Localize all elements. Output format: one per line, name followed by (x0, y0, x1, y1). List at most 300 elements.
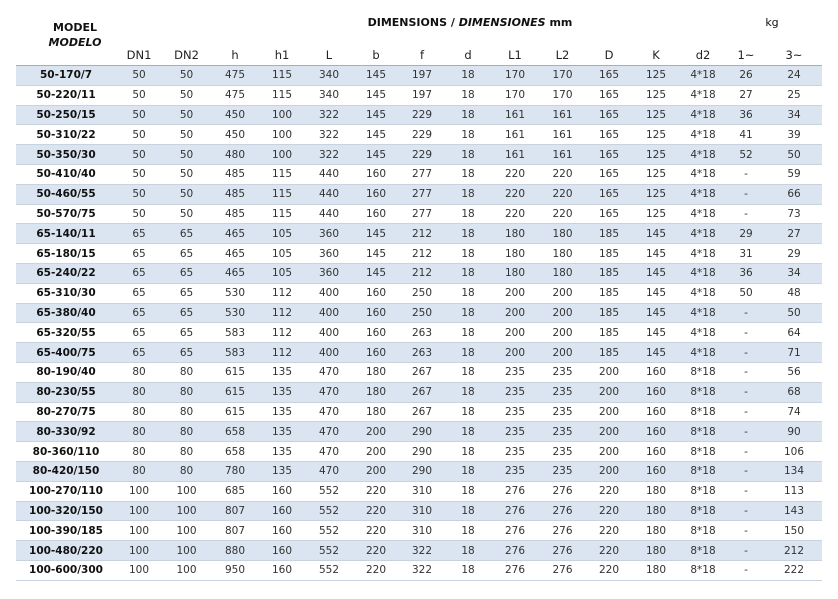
value-cell: 125 (632, 125, 680, 145)
value-cell: 160 (353, 343, 399, 363)
value-cell: 220 (353, 481, 399, 501)
value-cell: 18 (445, 105, 491, 125)
value-cell: 4*18 (680, 244, 726, 264)
table-row (16, 204, 822, 224)
value-cell: 200 (586, 422, 632, 442)
value-cell: 340 (305, 85, 353, 105)
value-cell: 465 (211, 224, 259, 244)
value-cell: 322 (399, 560, 445, 580)
value-cell: 229 (399, 125, 445, 145)
value-cell: 235 (491, 461, 539, 481)
table-row (16, 263, 822, 283)
value-cell: 161 (539, 145, 586, 165)
table-row (16, 362, 822, 382)
value-cell: 180 (632, 521, 680, 541)
value-cell: 66 (766, 184, 822, 204)
value-cell: 220 (539, 164, 586, 184)
value-cell: 73 (766, 204, 822, 224)
value-cell: 65 (116, 224, 162, 244)
value-cell: 160 (259, 560, 305, 580)
value-cell: 145 (632, 303, 680, 323)
value-cell: 200 (539, 343, 586, 363)
table-row (16, 244, 822, 264)
model-cell: 50-570/75 (16, 204, 116, 224)
value-cell: 18 (445, 164, 491, 184)
value-cell: 8*18 (680, 402, 726, 422)
value-cell: 50 (726, 283, 766, 303)
value-cell: 18 (445, 66, 491, 86)
value-cell: 165 (586, 85, 632, 105)
value-cell: 222 (766, 560, 822, 580)
value-cell: 113 (766, 481, 822, 501)
value-cell: 235 (491, 402, 539, 422)
value-cell: 250 (399, 303, 445, 323)
value-cell: 105 (259, 263, 305, 283)
column-header: h1 (274, 48, 290, 62)
value-cell: 65 (116, 303, 162, 323)
value-cell: 277 (399, 204, 445, 224)
value-cell: 145 (353, 105, 399, 125)
value-cell: 165 (586, 145, 632, 165)
value-cell: 4*18 (680, 224, 726, 244)
value-cell: 235 (491, 422, 539, 442)
model-column-header (16, 40, 116, 66)
model-cell: 65-140/11 (16, 224, 116, 244)
value-cell: 470 (305, 442, 353, 462)
value-cell: 100 (162, 560, 211, 580)
value-cell: 80 (162, 362, 211, 382)
value-cell: 80 (162, 382, 211, 402)
model-cell: 100-270/110 (16, 481, 116, 501)
model-cell: 80-270/75 (16, 402, 116, 422)
value-cell: - (726, 164, 766, 184)
value-cell: 50 (162, 164, 211, 184)
value-cell: 276 (539, 501, 586, 521)
value-cell: 80 (116, 442, 162, 462)
table-row (16, 442, 822, 462)
value-cell: 180 (539, 263, 586, 283)
value-cell: 4*18 (680, 105, 726, 125)
table-row (16, 145, 822, 165)
value-cell: 212 (766, 541, 822, 561)
value-cell: 267 (399, 382, 445, 402)
value-cell: 160 (353, 323, 399, 343)
value-cell: 8*18 (680, 442, 726, 462)
value-cell: 200 (586, 382, 632, 402)
value-cell: 4*18 (680, 323, 726, 343)
value-cell: 552 (305, 481, 353, 501)
weight-header: kg (765, 16, 779, 29)
model-cell: 100-480/220 (16, 541, 116, 561)
table-row (16, 402, 822, 422)
value-cell: 8*18 (680, 481, 726, 501)
column-header: K (652, 48, 660, 62)
value-cell: 90 (766, 422, 822, 442)
value-cell: 4*18 (680, 66, 726, 86)
value-cell: 80 (116, 402, 162, 422)
value-cell: 290 (399, 442, 445, 462)
value-cell: 485 (211, 184, 259, 204)
value-cell: 112 (259, 323, 305, 343)
value-cell: 125 (632, 105, 680, 125)
spec-table (16, 40, 822, 581)
value-cell: 18 (445, 362, 491, 382)
value-cell: 29 (766, 244, 822, 264)
value-cell: 185 (586, 283, 632, 303)
value-cell: 161 (491, 125, 539, 145)
value-cell: 145 (353, 263, 399, 283)
value-cell: 135 (259, 382, 305, 402)
value-cell: 145 (632, 263, 680, 283)
value-cell: 807 (211, 521, 259, 541)
value-cell: 145 (632, 283, 680, 303)
value-cell: 220 (353, 501, 399, 521)
table-row (16, 481, 822, 501)
value-cell: 18 (445, 184, 491, 204)
table-row (16, 461, 822, 481)
value-cell: 145 (353, 66, 399, 86)
value-cell: 8*18 (680, 560, 726, 580)
column-header: L (325, 48, 333, 62)
value-cell: 65 (162, 224, 211, 244)
column-header: 3~ (785, 48, 803, 62)
value-cell: 100 (162, 541, 211, 561)
value-cell: 18 (445, 283, 491, 303)
value-cell: 50 (116, 145, 162, 165)
value-cell: 80 (116, 461, 162, 481)
value-cell: 276 (539, 560, 586, 580)
value-cell: 4*18 (680, 263, 726, 283)
value-cell: 18 (445, 204, 491, 224)
value-cell: 200 (586, 402, 632, 422)
value-cell: 160 (259, 521, 305, 541)
value-cell: 360 (305, 263, 353, 283)
dimensions-label-es: DIMENSIONES (458, 16, 546, 29)
value-cell: 18 (445, 125, 491, 145)
value-cell: 8*18 (680, 362, 726, 382)
value-cell: 180 (353, 382, 399, 402)
value-cell: 277 (399, 184, 445, 204)
value-cell: 115 (259, 204, 305, 224)
value-cell: 200 (539, 323, 586, 343)
value-cell: 18 (445, 461, 491, 481)
value-cell: 115 (259, 164, 305, 184)
value-cell: 615 (211, 402, 259, 422)
table-row (16, 521, 822, 541)
value-cell: 18 (445, 382, 491, 402)
value-cell: 229 (399, 105, 445, 125)
model-cell: 50-310/22 (16, 125, 116, 145)
value-cell: 276 (491, 560, 539, 580)
table-row (16, 184, 822, 204)
value-cell: 65 (162, 343, 211, 363)
table-row (16, 323, 822, 343)
model-cell: 65-310/30 (16, 283, 116, 303)
value-cell: 161 (539, 125, 586, 145)
value-cell: 135 (259, 362, 305, 382)
value-cell: 310 (399, 501, 445, 521)
value-cell: 145 (353, 125, 399, 145)
table-row (16, 283, 822, 303)
value-cell: 212 (399, 263, 445, 283)
value-cell: 165 (586, 125, 632, 145)
value-cell: 160 (353, 303, 399, 323)
value-cell: 145 (353, 244, 399, 264)
value-cell: 100 (116, 501, 162, 521)
value-cell: 658 (211, 422, 259, 442)
value-cell: 50 (162, 125, 211, 145)
value-cell: 50 (116, 125, 162, 145)
value-cell: 18 (445, 560, 491, 580)
value-cell: - (726, 184, 766, 204)
value-cell: 80 (162, 402, 211, 422)
value-cell: 160 (632, 382, 680, 402)
value-cell: 480 (211, 145, 259, 165)
value-cell: 64 (766, 323, 822, 343)
table-row (16, 382, 822, 402)
value-cell: 185 (586, 303, 632, 323)
value-cell: 276 (491, 481, 539, 501)
value-cell: 170 (491, 66, 539, 86)
value-cell: 200 (353, 461, 399, 481)
value-cell: 34 (766, 105, 822, 125)
value-cell: 18 (445, 442, 491, 462)
value-cell: 220 (491, 164, 539, 184)
value-cell: 200 (491, 303, 539, 323)
value-cell: 31 (726, 244, 766, 264)
value-cell: 220 (491, 184, 539, 204)
value-cell: 235 (539, 422, 586, 442)
value-cell: 145 (353, 85, 399, 105)
value-cell: 65 (162, 244, 211, 264)
value-cell: 4*18 (680, 184, 726, 204)
value-cell: 145 (632, 224, 680, 244)
table-row (16, 560, 822, 580)
value-cell: 658 (211, 442, 259, 462)
value-cell: 50 (116, 164, 162, 184)
value-cell: 170 (539, 66, 586, 86)
value-cell: 56 (766, 362, 822, 382)
value-cell: 18 (445, 145, 491, 165)
value-cell: 18 (445, 343, 491, 363)
value-cell: 100 (116, 541, 162, 561)
value-cell: 80 (162, 442, 211, 462)
value-cell: 100 (116, 560, 162, 580)
value-cell: 65 (116, 283, 162, 303)
column-header: DN2 (174, 48, 199, 62)
value-cell: 180 (632, 541, 680, 561)
value-cell: 165 (586, 204, 632, 224)
dimensions-header (320, 16, 620, 29)
value-cell: 780 (211, 461, 259, 481)
value-cell: 8*18 (680, 382, 726, 402)
model-cell: 50-460/55 (16, 184, 116, 204)
value-cell: 160 (632, 402, 680, 422)
value-cell: 160 (632, 422, 680, 442)
value-cell: 263 (399, 343, 445, 363)
value-cell: 100 (116, 521, 162, 541)
value-cell: 360 (305, 244, 353, 264)
value-cell: 106 (766, 442, 822, 462)
value-cell: - (726, 461, 766, 481)
value-cell: - (726, 422, 766, 442)
model-label-es: MODELO (48, 36, 102, 49)
value-cell: 50 (162, 105, 211, 125)
value-cell: 160 (353, 184, 399, 204)
value-cell: 180 (539, 244, 586, 264)
value-cell: 100 (116, 481, 162, 501)
value-cell: 50 (116, 204, 162, 224)
value-cell: 80 (116, 362, 162, 382)
value-cell: 276 (491, 541, 539, 561)
value-cell: 18 (445, 263, 491, 283)
value-cell: 112 (259, 343, 305, 363)
value-cell: 180 (491, 263, 539, 283)
value-cell: 322 (399, 541, 445, 561)
value-cell: 105 (259, 224, 305, 244)
value-cell: 322 (305, 105, 353, 125)
table-row (16, 422, 822, 442)
value-cell: 4*18 (680, 283, 726, 303)
value-cell: 100 (162, 521, 211, 541)
value-cell: 322 (305, 145, 353, 165)
model-cell: 65-320/55 (16, 323, 116, 343)
value-cell: 165 (586, 66, 632, 86)
value-cell: 8*18 (680, 501, 726, 521)
value-cell: - (726, 521, 766, 541)
value-cell: 220 (353, 541, 399, 561)
value-cell: 100 (162, 501, 211, 521)
model-cell: 50-220/11 (16, 85, 116, 105)
value-cell: 235 (539, 442, 586, 462)
table-row (16, 303, 822, 323)
value-cell: 552 (305, 521, 353, 541)
table-row (16, 343, 822, 363)
value-cell: 115 (259, 85, 305, 105)
value-cell: 18 (445, 244, 491, 264)
model-cell: 80-230/55 (16, 382, 116, 402)
value-cell: 950 (211, 560, 259, 580)
value-cell: 200 (353, 422, 399, 442)
value-cell: 52 (726, 145, 766, 165)
value-cell: 440 (305, 164, 353, 184)
value-cell: 276 (539, 541, 586, 561)
value-cell: 185 (586, 263, 632, 283)
value-cell: 485 (211, 204, 259, 224)
value-cell: 197 (399, 66, 445, 86)
value-cell: 4*18 (680, 204, 726, 224)
value-cell: 4*18 (680, 343, 726, 363)
value-cell: 18 (445, 224, 491, 244)
value-cell: 71 (766, 343, 822, 363)
value-cell: 530 (211, 283, 259, 303)
value-cell: 212 (399, 224, 445, 244)
value-cell: 134 (766, 461, 822, 481)
value-cell: 125 (632, 204, 680, 224)
model-cell: 100-600/300 (16, 560, 116, 580)
value-cell: 160 (259, 481, 305, 501)
value-cell: 161 (491, 105, 539, 125)
spec-table-body (16, 66, 822, 581)
column-header: 1~ (737, 48, 755, 62)
value-cell: 200 (353, 442, 399, 462)
value-cell: 68 (766, 382, 822, 402)
value-cell: 18 (445, 521, 491, 541)
value-cell: 450 (211, 125, 259, 145)
value-cell: 235 (539, 362, 586, 382)
value-cell: 80 (162, 461, 211, 481)
value-cell: 135 (259, 422, 305, 442)
value-cell: 185 (586, 323, 632, 343)
value-cell: 235 (491, 442, 539, 462)
value-cell: 185 (586, 224, 632, 244)
value-cell: 583 (211, 343, 259, 363)
value-cell: 165 (586, 164, 632, 184)
value-cell: 8*18 (680, 422, 726, 442)
value-cell: 80 (116, 382, 162, 402)
value-cell: 470 (305, 461, 353, 481)
value-cell: 807 (211, 501, 259, 521)
value-cell: 41 (726, 125, 766, 145)
value-cell: 530 (211, 303, 259, 323)
value-cell: 440 (305, 204, 353, 224)
value-cell: 125 (632, 85, 680, 105)
column-header: h (231, 48, 239, 62)
value-cell: 220 (353, 521, 399, 541)
value-cell: 276 (491, 501, 539, 521)
value-cell: 310 (399, 481, 445, 501)
value-cell: 160 (353, 204, 399, 224)
table-row (16, 224, 822, 244)
value-cell: 440 (305, 184, 353, 204)
value-cell: 450 (211, 105, 259, 125)
value-cell: 485 (211, 164, 259, 184)
value-cell: 135 (259, 442, 305, 462)
column-header: d (464, 48, 472, 62)
model-cell: 50-170/7 (16, 66, 116, 86)
value-cell: 18 (445, 85, 491, 105)
value-cell: 235 (491, 382, 539, 402)
value-cell: 552 (305, 541, 353, 561)
value-cell: 160 (259, 541, 305, 561)
value-cell: 4*18 (680, 145, 726, 165)
value-cell: 470 (305, 402, 353, 422)
table-row (16, 125, 822, 145)
column-header: b (372, 48, 380, 62)
value-cell: 50 (766, 303, 822, 323)
value-cell: 105 (259, 244, 305, 264)
value-cell: 276 (491, 521, 539, 541)
value-cell: 465 (211, 244, 259, 264)
value-cell: 160 (353, 164, 399, 184)
value-cell: - (726, 323, 766, 343)
value-cell: 27 (726, 85, 766, 105)
value-cell: 161 (491, 145, 539, 165)
value-cell: 475 (211, 85, 259, 105)
value-cell: 8*18 (680, 461, 726, 481)
value-cell: 161 (539, 105, 586, 125)
model-cell: 80-360/110 (16, 442, 116, 462)
value-cell: - (726, 362, 766, 382)
value-cell: 100 (259, 145, 305, 165)
value-cell: 50 (766, 145, 822, 165)
value-cell: 200 (586, 442, 632, 462)
value-cell: 135 (259, 402, 305, 422)
value-cell: 8*18 (680, 541, 726, 561)
value-cell: 65 (162, 263, 211, 283)
value-cell: - (726, 442, 766, 462)
value-cell: 145 (353, 224, 399, 244)
